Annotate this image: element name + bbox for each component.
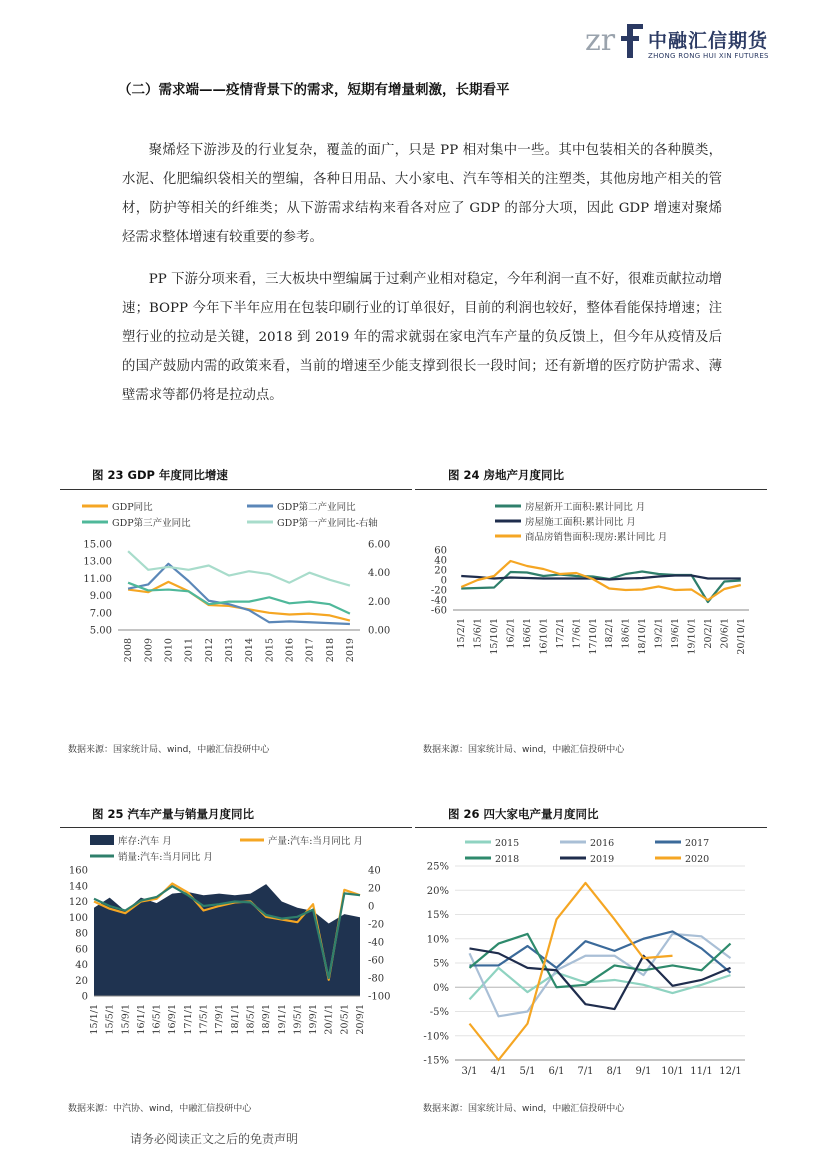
series-line-2019 xyxy=(470,948,731,1009)
x-tick-label: 2008 xyxy=(123,638,135,663)
series-line-GDP第三产业同比 xyxy=(128,583,350,614)
x-tick-label: 15/1/1 xyxy=(89,1004,100,1035)
y-tick-label: 10% xyxy=(426,934,449,946)
y-tick-label: 5% xyxy=(433,958,449,970)
y-tick-label: 15% xyxy=(426,910,449,921)
y-tick-label: -40 xyxy=(430,595,447,607)
appliance-production-chart xyxy=(415,830,767,1092)
figure-25-rule xyxy=(60,827,412,828)
y-tick-label: 160 xyxy=(68,865,88,877)
y-tick-label: 100 xyxy=(68,912,88,924)
zrf-logo-icon xyxy=(585,20,645,58)
x-tick-label: 17/9/1 xyxy=(214,1004,226,1035)
y-tick-label: 20% xyxy=(426,885,449,897)
x-tick-label: 2013 xyxy=(223,638,235,663)
y2-tick-label: -80 xyxy=(368,973,385,985)
y-tick-label: 60 xyxy=(434,545,447,557)
legend-label: GDP第一产业同比-右轴 xyxy=(277,518,378,529)
legend-label: GDP第三产业同比 xyxy=(112,518,191,529)
x-tick-label: 2010 xyxy=(163,638,175,663)
figure-23-rule xyxy=(60,489,412,490)
section-title: （二）需求端——疫情背景下的需求，短期有增量刺激，长期看平 xyxy=(118,82,510,98)
legend-label: 库存:汽车 月 xyxy=(118,836,172,847)
y2-tick-label: -60 xyxy=(368,955,385,967)
paragraph-text: PP 下游分项来看，三大板块中塑编属于过剩产业相对稳定，今年利润一直不好，很难贡献拉动增速；BOPP 今年下半年应用在包装印刷行业的订单很好，目前的利润也较好，整体看能保持增速；注塑行业的拉动是关键，2018 到 2019 年的需求就弱在家电汽车产量的负反馈上，但今年从疫情及后的国产鼓励内需的政策来看，当前的增速至少能支撑到很长一段时间；还有新增的医疗防护需求、薄壁需求等都仍将是拉动点。 xyxy=(122,272,722,403)
company-name: 中融汇信期货 xyxy=(648,30,769,52)
series-line-2020 xyxy=(470,883,673,1060)
legend-label: 产量:汽车:当月同比 月 xyxy=(268,836,363,847)
x-tick-label: 4/1 xyxy=(490,1066,507,1077)
y2-tick-label: 40 xyxy=(368,865,381,877)
y-tick-label: 120 xyxy=(68,897,88,908)
x-tick-label: 18/10/1 xyxy=(637,618,649,655)
x-tick-label: 8/1 xyxy=(606,1066,623,1077)
svg-text:zr: zr xyxy=(585,23,616,58)
y2-tick-label: -100 xyxy=(368,991,391,1003)
figure-25-source: 数据来源：中汽协、wind，中融汇信投研中心 xyxy=(68,1104,252,1114)
x-tick-label: 16/10/1 xyxy=(538,618,550,655)
legend-label: 2016 xyxy=(590,838,615,849)
company-name-en: ZHONG RONG HUI XIN FUTURES xyxy=(648,52,769,60)
x-tick-label: 18/1/1 xyxy=(229,1004,241,1035)
legend-label: 2017 xyxy=(685,838,710,849)
legend-label: 2020 xyxy=(685,854,710,865)
y2-tick-label: 0 xyxy=(368,901,375,913)
y2-tick-label: -20 xyxy=(368,919,385,931)
y-tick-label: 0 xyxy=(81,991,88,1003)
legend-label: 房屋施工面积:累计同比 月 xyxy=(525,517,636,528)
y-tick-label: 11.00 xyxy=(83,573,112,585)
y-tick-label: 40 xyxy=(75,960,88,971)
paragraph-text: 聚烯烃下游涉及的行业复杂，覆盖的面广，只是 PP 相对集中一些。其中包装相关的各种膜类，水泥、化肥编织袋相关的塑编，各种日用品、大小家电、汽车等相关的注塑类，其他房地产相关的管材，防护等相关的纤维类；从下游需求结构来看各对应了 GDP 的部分大项，因此 GDP 增速对聚烯烃需求整体增速有较重要的参考。 xyxy=(122,143,722,245)
x-tick-label: 16/5/1 xyxy=(151,1004,163,1035)
x-tick-label: 16/2/1 xyxy=(505,618,517,649)
y-tick-label: 13.00 xyxy=(83,556,112,568)
x-tick-label: 16/6/1 xyxy=(522,618,533,649)
auto-production-chart xyxy=(60,830,412,1092)
x-tick-label: 16/1/1 xyxy=(135,1004,147,1035)
y2-tick-label: 0.00 xyxy=(368,625,391,637)
gdp-growth-chart xyxy=(60,492,412,742)
legend-swatch xyxy=(90,835,114,845)
x-tick-label: 2015 xyxy=(264,638,276,663)
x-tick-label: 18/2/1 xyxy=(604,618,616,649)
y-tick-label: -60 xyxy=(430,605,447,617)
y-tick-label: 9.00 xyxy=(89,591,112,603)
y2-tick-label: 2.00 xyxy=(368,596,391,608)
x-tick-label: 2012 xyxy=(203,638,215,663)
legend-label: 商品房销售面积:现房:累计同比 月 xyxy=(525,532,668,543)
figure-23-source: 数据来源：国家统计局、wind，中融汇信投研中心 xyxy=(68,745,270,755)
x-tick-label: 6/1 xyxy=(548,1066,565,1077)
x-tick-label: 2016 xyxy=(284,638,296,663)
x-tick-label: 2018 xyxy=(324,638,336,663)
series-line-商品房销售面积:现房:累计同比 月 xyxy=(461,561,741,600)
figure-26-title: 图 26 四大家电产量月度同比 xyxy=(448,807,599,821)
legend-label: GDP同比 xyxy=(112,502,153,513)
y-tick-label: 0% xyxy=(433,982,449,994)
x-tick-label: 17/10/1 xyxy=(587,618,599,655)
x-tick-label: 7/1 xyxy=(577,1066,594,1077)
figure-23-title: 图 23 GDP 年度同比增速 xyxy=(92,468,228,482)
x-tick-label: 15/5/1 xyxy=(104,1004,116,1035)
x-tick-label: 15/2/1 xyxy=(456,618,468,649)
y-tick-label: 5.00 xyxy=(89,625,112,637)
x-tick-label: 18/5/1 xyxy=(245,1004,257,1035)
x-tick-label: 17/1/1 xyxy=(182,1004,194,1035)
x-tick-label: 20/10/1 xyxy=(735,618,747,655)
legend-label: 房屋新开工面积:累计同比 月 xyxy=(525,502,646,513)
x-tick-label: 3/1 xyxy=(461,1066,478,1077)
x-tick-label: 19/6/1 xyxy=(670,618,681,649)
figure-26-source: 数据来源：国家统计局、wind，中融汇信投研中心 xyxy=(423,1104,625,1114)
series-line-2017 xyxy=(470,931,731,972)
y-tick-label: 7.00 xyxy=(89,608,112,620)
y2-tick-label: 4.00 xyxy=(368,568,391,580)
x-tick-label: 2017 xyxy=(304,638,316,663)
x-tick-label: 15/9/1 xyxy=(120,1004,132,1035)
legend-label: 2018 xyxy=(495,854,520,865)
legend-label: 2015 xyxy=(495,838,520,849)
x-tick-label: 17/5/1 xyxy=(198,1004,210,1035)
legend-label: GDP第二产业同比 xyxy=(277,502,356,513)
x-tick-label: 17/2/1 xyxy=(554,618,566,649)
y-tick-label: 140 xyxy=(68,881,88,893)
series-line-2015 xyxy=(470,968,731,1000)
figure-24-source: 数据来源：国家统计局、wind，中融汇信投研中心 xyxy=(423,745,625,755)
y2-tick-label: 6.00 xyxy=(368,539,391,551)
figure-25-title: 图 25 汽车产量与销量月度同比 xyxy=(92,807,255,821)
y-tick-label: 25% xyxy=(426,861,449,873)
body-paragraph-1 xyxy=(122,136,722,252)
x-tick-label: 2011 xyxy=(183,638,195,663)
x-tick-label: 2009 xyxy=(143,638,155,663)
y-tick-label: 20 xyxy=(75,975,88,987)
x-tick-label: 19/5/1 xyxy=(292,1004,304,1035)
x-tick-label: 20/2/1 xyxy=(702,618,714,649)
legend-label: 销量:汽车:当月同比 月 xyxy=(118,852,213,863)
x-tick-label: 19/10/1 xyxy=(686,618,698,655)
x-tick-label: 20/5/1 xyxy=(339,1004,351,1035)
x-tick-label: 5/1 xyxy=(519,1066,536,1077)
x-tick-label: 18/9/1 xyxy=(261,1004,273,1035)
x-tick-label: 2014 xyxy=(244,638,256,663)
y-tick-label: -5% xyxy=(429,1007,449,1018)
x-tick-label: 20/6/1 xyxy=(719,618,731,649)
series-line-GDP第一产业同比-右轴 xyxy=(128,551,350,585)
x-tick-label: 19/9/1 xyxy=(308,1004,320,1035)
disclaimer-footer: 请务必阅读正文之后的免责声明 xyxy=(130,1132,299,1146)
figure-26-rule xyxy=(415,827,767,828)
x-tick-label: 11/1 xyxy=(690,1066,713,1077)
y-tick-label: -20 xyxy=(430,585,447,597)
figure-24-title: 图 24 房地产月度同比 xyxy=(448,468,565,482)
real-estate-chart xyxy=(415,492,767,742)
y-tick-label: 20 xyxy=(434,565,447,577)
y-tick-label: 80 xyxy=(75,928,88,940)
x-tick-label: 19/1/1 xyxy=(276,1004,288,1035)
y-tick-label: 0 xyxy=(440,575,447,587)
y-tick-label: -10% xyxy=(423,1031,449,1043)
x-tick-label: 9/1 xyxy=(635,1066,652,1077)
x-tick-label: 19/2/1 xyxy=(653,618,665,649)
x-tick-label: 12/1 xyxy=(719,1066,742,1077)
figure-24-rule xyxy=(415,489,767,490)
y2-tick-label: 20 xyxy=(368,883,381,895)
y-tick-label: 40 xyxy=(434,555,447,567)
y2-tick-label: -40 xyxy=(368,937,385,949)
x-tick-label: 20/9/1 xyxy=(355,1004,366,1035)
x-tick-label: 15/10/1 xyxy=(489,618,501,655)
x-tick-label: 18/6/1 xyxy=(620,618,632,649)
x-tick-label: 10/1 xyxy=(661,1066,684,1077)
legend-label: 2019 xyxy=(590,854,615,865)
x-tick-label: 17/6/1 xyxy=(571,618,583,649)
x-tick-label: 15/6/1 xyxy=(472,618,484,649)
x-tick-label: 16/9/1 xyxy=(167,1004,179,1035)
x-tick-label: 2019 xyxy=(344,638,356,663)
y-tick-label: 15.00 xyxy=(83,539,112,551)
y-tick-label: 60 xyxy=(75,944,88,956)
x-tick-label: 20/1/1 xyxy=(323,1004,335,1035)
body-paragraph-2 xyxy=(122,265,722,410)
y-tick-label: -15% xyxy=(423,1055,449,1067)
